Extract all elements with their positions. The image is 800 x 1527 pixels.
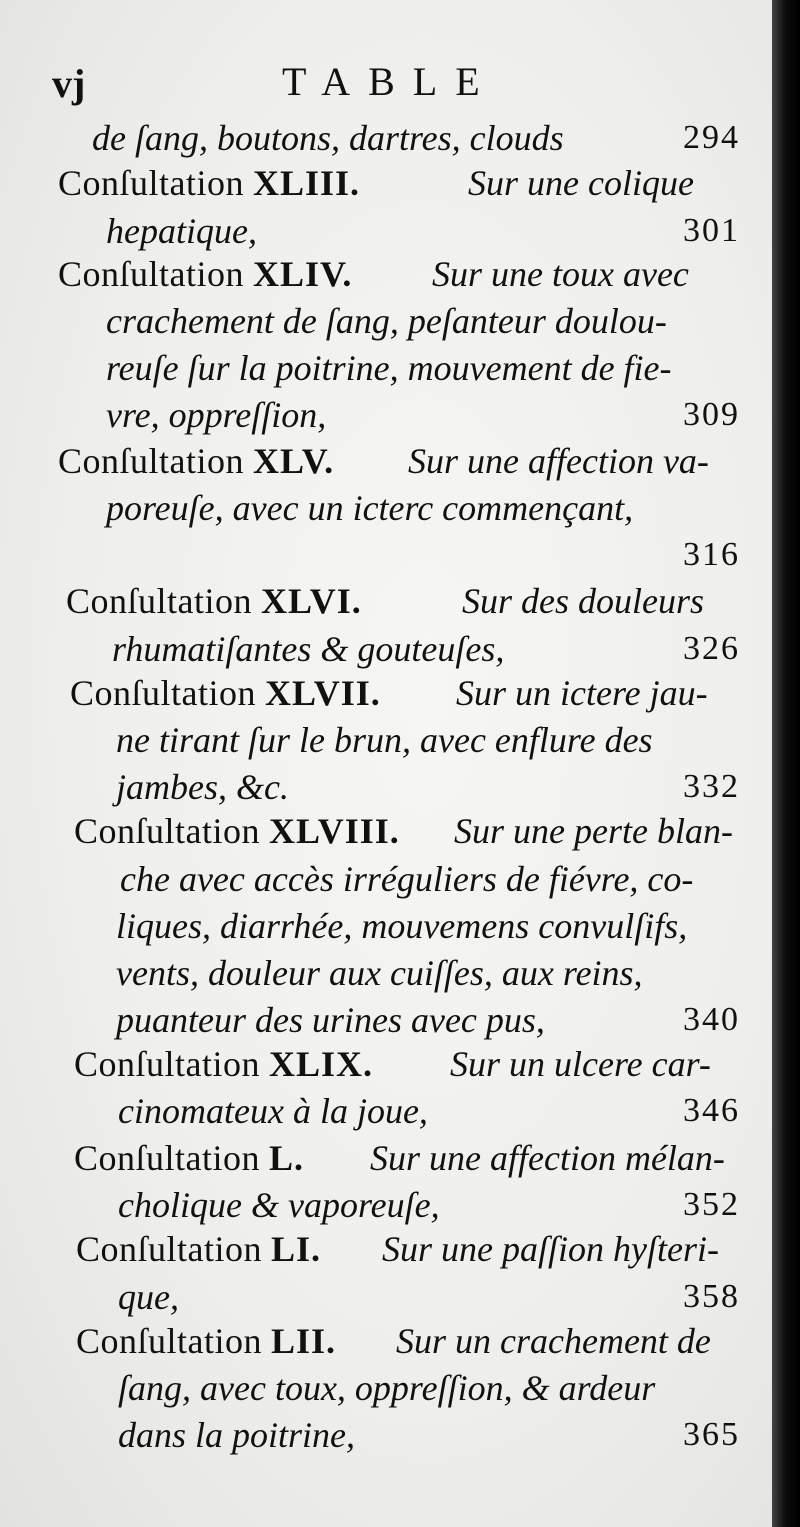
entry-text: Sur une colique xyxy=(468,163,694,203)
entry-text: vents, douleur aux cuiſſes, aux reins, xyxy=(116,953,643,993)
toc-line xyxy=(0,485,772,531)
entry-numeral: XLIII. xyxy=(253,163,361,203)
entry-text: reuſe ſur la poitrine, mouvement de fie- xyxy=(106,348,672,388)
entry-text: vre, oppreſſion, xyxy=(106,395,327,435)
toc-line xyxy=(0,1182,772,1228)
entry-numeral: XLVIII. xyxy=(269,811,400,851)
entry-numeral: XLIV. xyxy=(253,254,353,294)
entry-text: Sur un ulcere car- xyxy=(450,1044,711,1084)
entry-text: Sur une perte blan- xyxy=(454,811,733,851)
entry-text: Sur une paſſion hyſteri- xyxy=(382,1229,719,1269)
entry-numeral: XLVI. xyxy=(261,581,362,621)
binding-gutter xyxy=(772,0,800,1527)
entry-label: Conſultation xyxy=(58,163,244,203)
folio-number: vj xyxy=(52,61,86,106)
entry-text: ſang, avec toux, oppreſſion, & ardeur xyxy=(118,1368,656,1408)
entry-text: cholique & vaporeuſe, xyxy=(118,1185,440,1225)
running-title: TABLE xyxy=(282,59,498,104)
entry-numeral: LI. xyxy=(271,1229,322,1269)
page-number: 301 xyxy=(683,212,740,249)
entry-heading xyxy=(66,578,362,624)
toc-entry-heading xyxy=(0,160,772,206)
entry-heading xyxy=(74,1041,373,1087)
entry-heading xyxy=(58,160,360,206)
entry-text: dans la poitrine, xyxy=(118,1415,356,1455)
entry-text: que, xyxy=(118,1277,179,1317)
entry-numeral: XLV. xyxy=(253,441,335,481)
entry-heading xyxy=(74,1135,304,1181)
page-number: 316 xyxy=(683,536,740,573)
toc-line xyxy=(0,626,772,672)
entry-heading xyxy=(58,438,334,484)
entry-text: ne tirant ſur le brun, avec enflure des xyxy=(116,720,653,760)
page-number: 309 xyxy=(683,396,740,433)
toc-entry-heading xyxy=(0,1226,772,1272)
entry-heading xyxy=(76,1226,321,1272)
entry-text: Sur une affection va- xyxy=(408,441,709,481)
entry-numeral: LII. xyxy=(271,1321,337,1361)
page-number: 365 xyxy=(683,1416,740,1453)
toc-line xyxy=(0,1088,772,1134)
toc-entry-heading xyxy=(0,808,772,854)
page-number: 358 xyxy=(683,1278,740,1315)
entry-text: jambes, &c. xyxy=(116,767,289,807)
page-number: 346 xyxy=(683,1092,740,1129)
toc-entry-heading xyxy=(0,578,772,624)
page-number: 294 xyxy=(683,119,740,156)
toc-entry-heading xyxy=(0,670,772,716)
toc-entry-heading xyxy=(0,1135,772,1181)
entry-text: rhumatiſantes & gouteuſes, xyxy=(112,629,505,669)
toc-line xyxy=(0,997,772,1043)
toc-line xyxy=(0,903,772,949)
page-header xyxy=(52,56,752,116)
toc-line xyxy=(0,856,772,902)
toc-line xyxy=(0,115,772,161)
toc-line xyxy=(0,1412,772,1458)
entry-label: Conſultation xyxy=(70,673,256,713)
toc-entry-heading xyxy=(0,1318,772,1364)
entry-text: liques, diarrhée, mouvemens convulſifs, xyxy=(116,906,688,946)
entry-numeral: XLIX. xyxy=(269,1044,374,1084)
entry-text: puanteur des urines avec pus, xyxy=(116,1000,545,1040)
entry-label: Conſultation xyxy=(74,1138,260,1178)
toc-line xyxy=(0,532,772,578)
toc-entry-heading xyxy=(0,251,772,297)
toc-line xyxy=(0,950,772,996)
entry-text: cinomateux à la joue, xyxy=(118,1091,428,1131)
entry-text: Sur un ictere jau- xyxy=(456,673,708,713)
toc-entry-heading xyxy=(0,1041,772,1087)
entry-text: Sur une affection mélan- xyxy=(370,1138,725,1178)
entry-text: de ſang, boutons, dartres, clouds xyxy=(92,118,564,158)
toc-line xyxy=(0,764,772,810)
entry-text: poreuſe, avec un icterc commençant, xyxy=(106,488,634,528)
entry-label: Conſultation xyxy=(76,1229,262,1269)
entry-text: che avec accès irréguliers de fiévre, co- xyxy=(120,859,694,899)
entry-label: Conſultation xyxy=(58,254,244,294)
entry-text: Sur un crachement de xyxy=(396,1321,711,1361)
entry-numeral: XLVII. xyxy=(265,673,381,713)
entry-text: crachement de ſang, peſanteur doulou- xyxy=(106,301,667,341)
entry-heading xyxy=(70,670,381,716)
entry-text: hepatique, xyxy=(106,211,257,251)
page-number: 326 xyxy=(683,630,740,667)
toc-line xyxy=(0,1365,772,1411)
toc-line xyxy=(0,208,772,254)
entry-heading xyxy=(74,808,400,854)
toc-line xyxy=(0,298,772,344)
page-number: 352 xyxy=(683,1186,740,1223)
entry-label: Conſultation xyxy=(74,1044,260,1084)
entry-label: Conſultation xyxy=(76,1321,262,1361)
toc-line xyxy=(0,392,772,438)
page-number: 332 xyxy=(683,768,740,805)
entry-text: Sur une toux avec xyxy=(432,254,689,294)
toc-line xyxy=(0,345,772,391)
page-number: 340 xyxy=(683,1001,740,1038)
entry-numeral: L. xyxy=(269,1138,305,1178)
entry-label: Conſultation xyxy=(66,581,252,621)
toc-entry-heading xyxy=(0,438,772,484)
entry-heading xyxy=(76,1318,336,1364)
entry-text: Sur des douleurs xyxy=(462,581,704,621)
entry-label: Conſultation xyxy=(58,441,244,481)
toc-line xyxy=(0,717,772,763)
toc-line xyxy=(0,1274,772,1320)
entry-heading xyxy=(58,251,352,297)
entry-label: Conſultation xyxy=(74,811,260,851)
